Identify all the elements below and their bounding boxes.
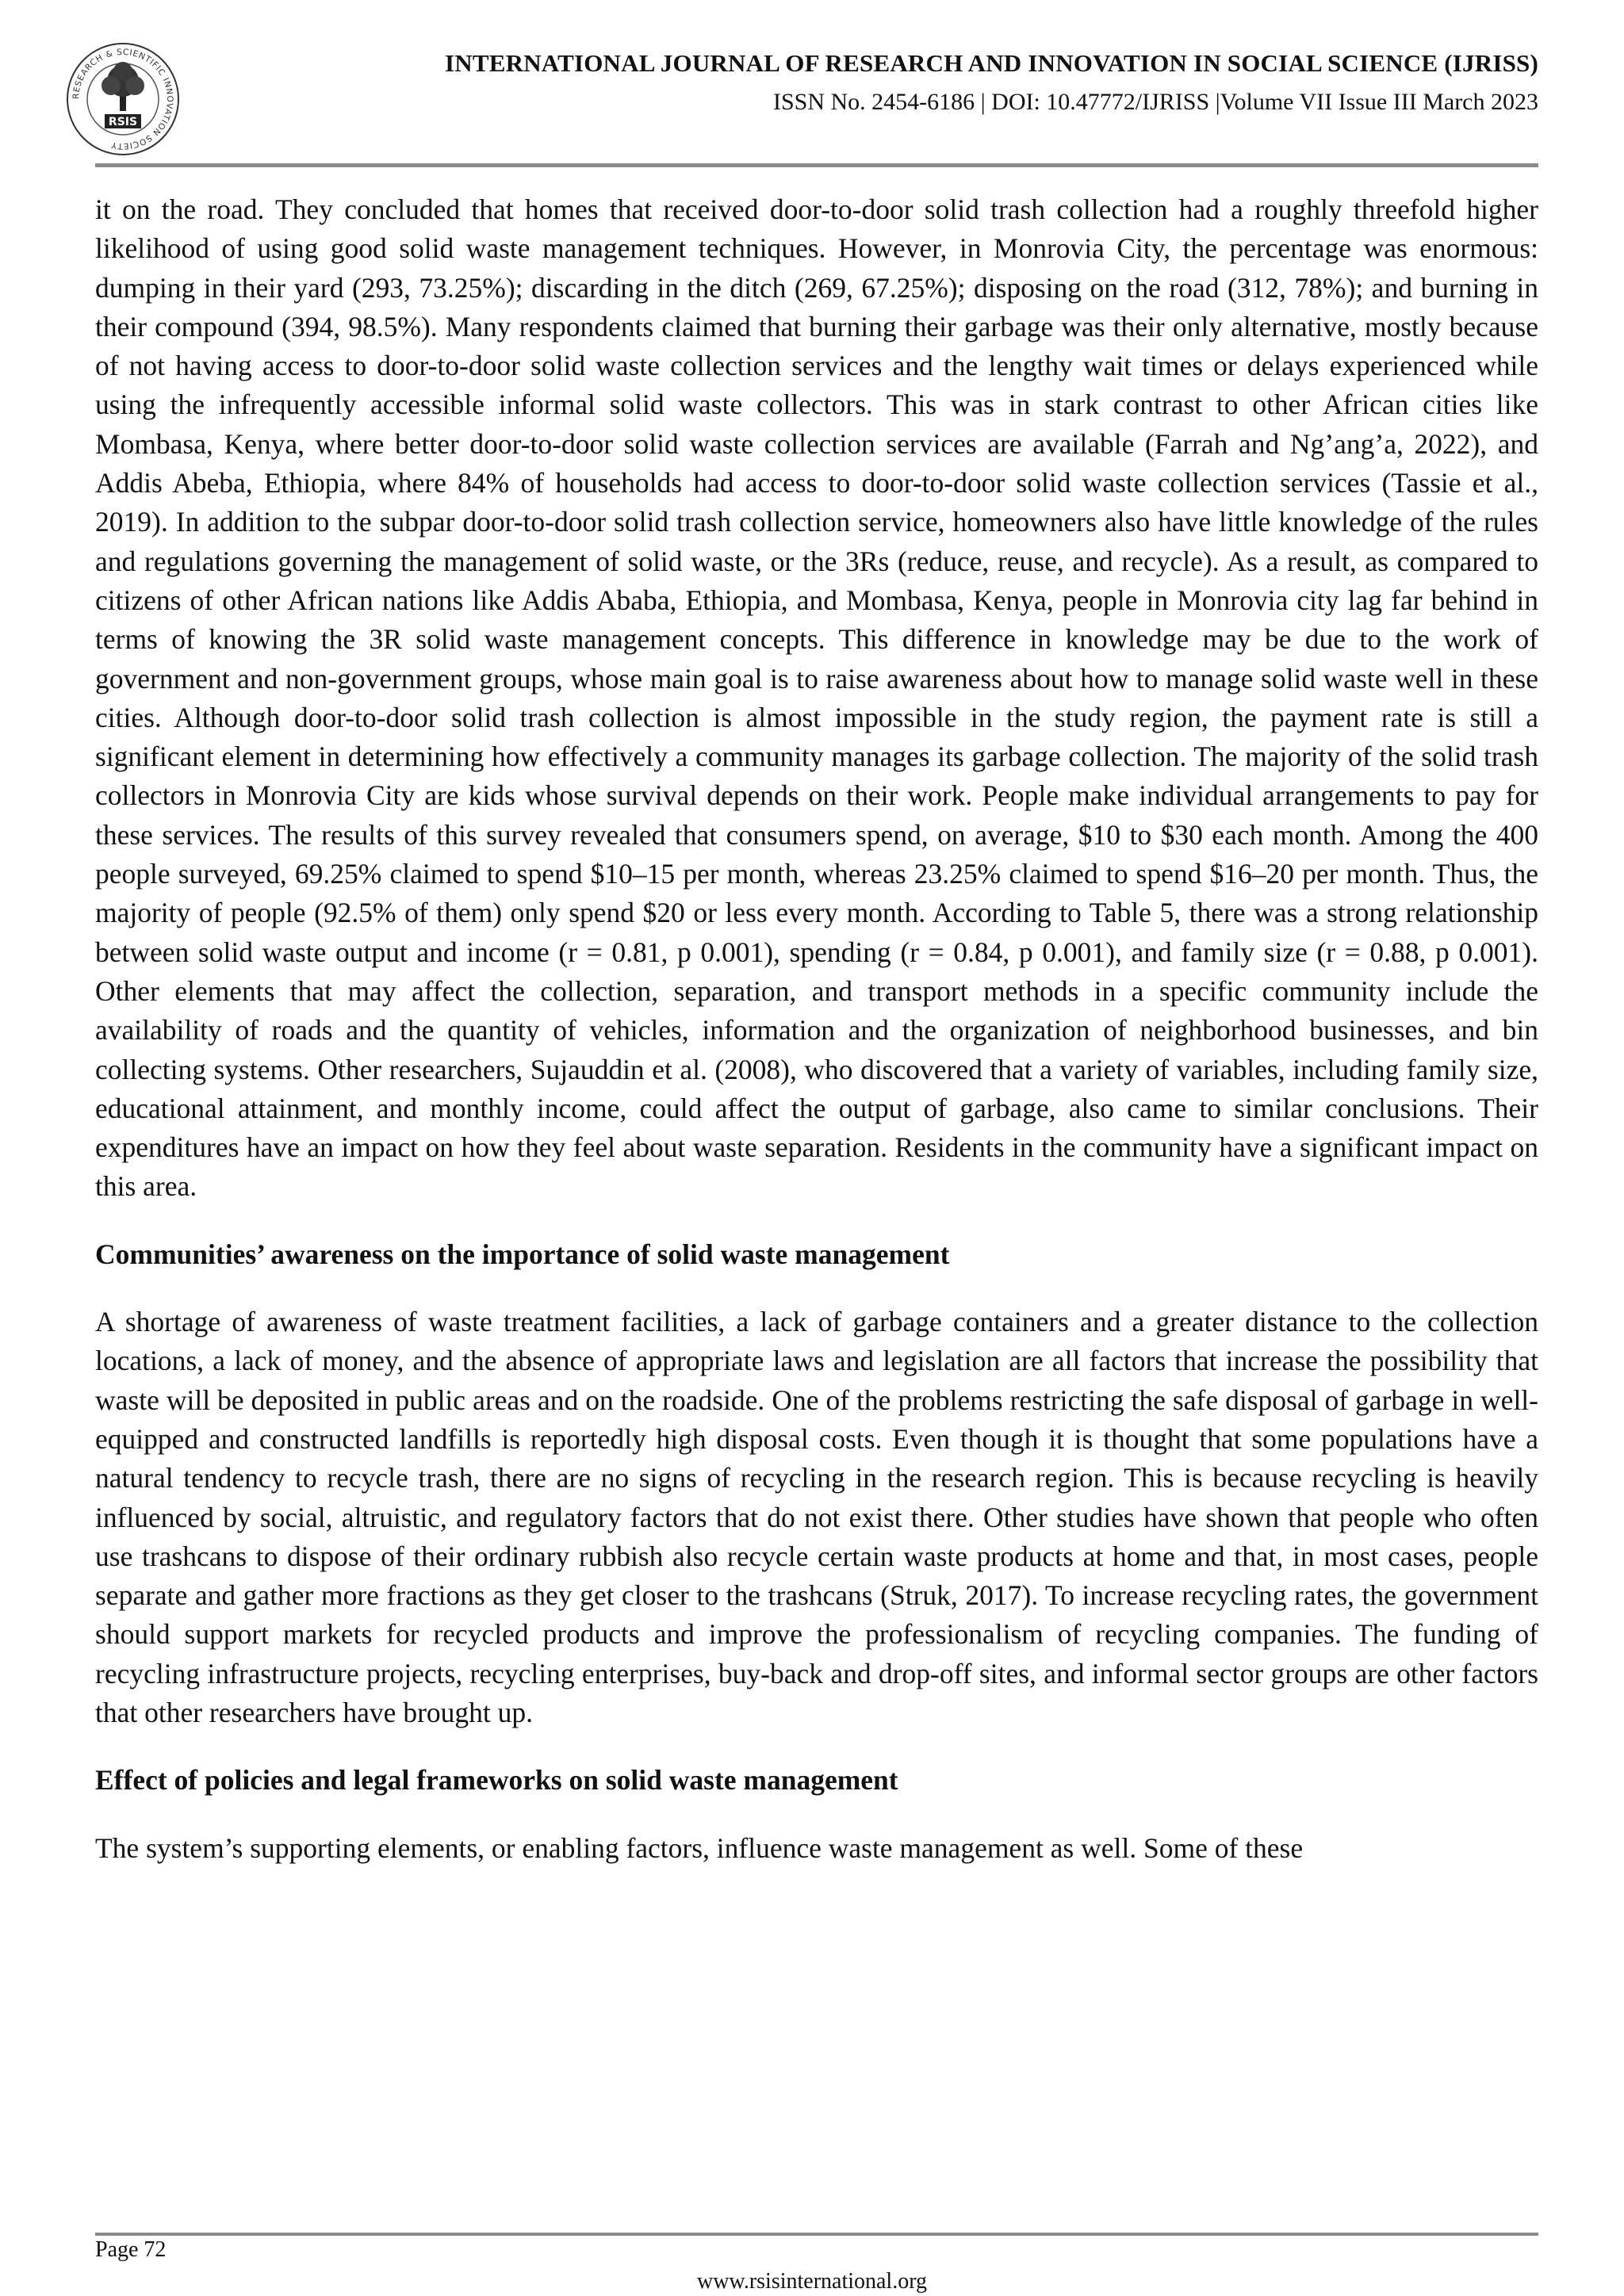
rsis-logo	[63, 40, 182, 159]
body-paragraph: it on the road. They concluded that homes that received door-to-door solid trash collection had a roughly threefold higher likelihood of using good solid waste management techniques. However, in Monrovia City, the percentage was enormous: dumping in their yard (293, 73.25%); discarding in the ditch (269, 67.25%); disposing on the road (312, 78%); and burning in their compound (394, 98.5%). Many respondents claimed that burning their garbage was their only alternative, mostly because of not having access to door-to-door solid waste collection services and the lengthy wait times or delays experienced while using the infrequently accessible informal solid waste collectors. This was in stark contrast to other African cities like Mombasa, Kenya, where better door-to-door solid waste collection services are available (Farrah and Ng’ang’a, 2022), and Addis Abeba, Ethiopia, where 84% of households had access to door-to-door solid waste collection services (Tassie et al., 2019). In addition to the subpar door-to-door solid trash collection service, homeowners also have little knowledge of the rules and regulations governing the management of solid waste, or the 3Rs (reduce, reuse, and recycle). As a result, as compared to citizens of other African nations like Addis Ababa, Ethiopia, and Mombasa, Kenya, people in Monrovia city lag far behind in terms of knowing the 3R solid waste management concepts. This difference in knowledge may be due to the work of government and non-government groups, whose main goal is to raise awareness about how to manage solid waste well in these cities. Although door-to-door solid trash collection is almost impossible in the study region, the payment rate is still a significant element in determining how effectively a community manages its garbage collection. The majority of the solid trash collectors in Monrovia City are kids whose survival depends on their work. People make individual arrangements to pay for these services. The results of this survey revealed that consumers spend, on average, $10 to $30 each month. Among the 400 people surveyed, 69.25% claimed to spend $10–15 per month, whereas 23.25% claimed to spend $16–20 per month. Thus, the majority of people (92.5% of them) only spend $20 or less every month. According to Table 5, there was a strong relationship between solid waste output and income (r = 0.81, p 0.001), spending (r = 0.84, p 0.001), and family size (r = 0.88, p 0.001). Other elements that may affect the collection, separation, and transport methods in a specific community include the availability of roads and the quantity of vehicles, information and the organization of neighborhood businesses, and bin collecting systems. Other researchers, Sujauddin et al. (2008), who discovered that a variety of variables, including family size, educational attainment, and monthly income, could affect the output of garbage, also came to similar conclusions. Their expenditures have an impact on how they feel about waste separation. Residents in the community have a significant impact on this area.	[95, 193, 1538, 1203]
body-paragraph: A shortage of awareness of waste treatment facilities, a lack of garbage containers and a greater distance to the collection locations, a lack of money, and the absence of appropriate laws and legislation are all factors that increase the possibility that waste will be deposited in public areas and on the roadside. One of the problems restricting the safe disposal of garbage in well-equipped and constructed landfills is reportedly high disposal costs. Even though it is thought that some populations have a natural tendency to recycle trash, there are no signs of recycling in the research region. This is because recycling is heavily influenced by social, altruistic, and regulatory factors that do not exist there. Other studies have shown that people who often use trashcans to dispose of their ordinary rubbish also recycle certain waste products at home and that, in most cases, people separate and gather more fractions as they get closer to the trashcans (Struk, 2017). To increase recycling rates, the government should support markets for recycled products and improve the professionalism of recycling companies. The funding of recycling infrastructure projects, recycling enterprises, buy-back and drop-off sites, and informal sector groups are other factors that other researchers have brought up.	[95, 1306, 1538, 1728]
article-body	[95, 190, 1538, 1868]
page-header	[63, 32, 1538, 159]
section-heading: Effect of policies and legal frameworks on solid waste management	[95, 1764, 898, 1797]
journal-title: INTERNATIONAL JOURNAL OF RESEARCH AND INNOVATION IN SOCIAL SCIENCE (IJRISS)	[445, 49, 1538, 77]
logo-text: RSIS	[108, 116, 138, 128]
page-number: Page 72	[95, 2237, 167, 2262]
section-heading: Communities’ awareness on the importance of solid waste management	[95, 1238, 950, 1270]
journal-meta: ISSN No. 2454-6186 | DOI: 10.47772/IJRISS |Volume VII Issue III March 2023	[772, 89, 1538, 115]
tree-icon	[102, 62, 144, 111]
body-paragraph: The system’s supporting elements, or enabling factors, influence waste management as well. Some of these	[95, 1831, 1304, 1864]
header-divider	[95, 163, 1538, 167]
logo-ring-text: RESEARCH & SCIENTIFIC INNOVATION SOCIETY	[71, 47, 175, 151]
footer-url: www.rsisinternational.org	[696, 2269, 928, 2294]
footer-divider	[95, 2233, 1538, 2236]
